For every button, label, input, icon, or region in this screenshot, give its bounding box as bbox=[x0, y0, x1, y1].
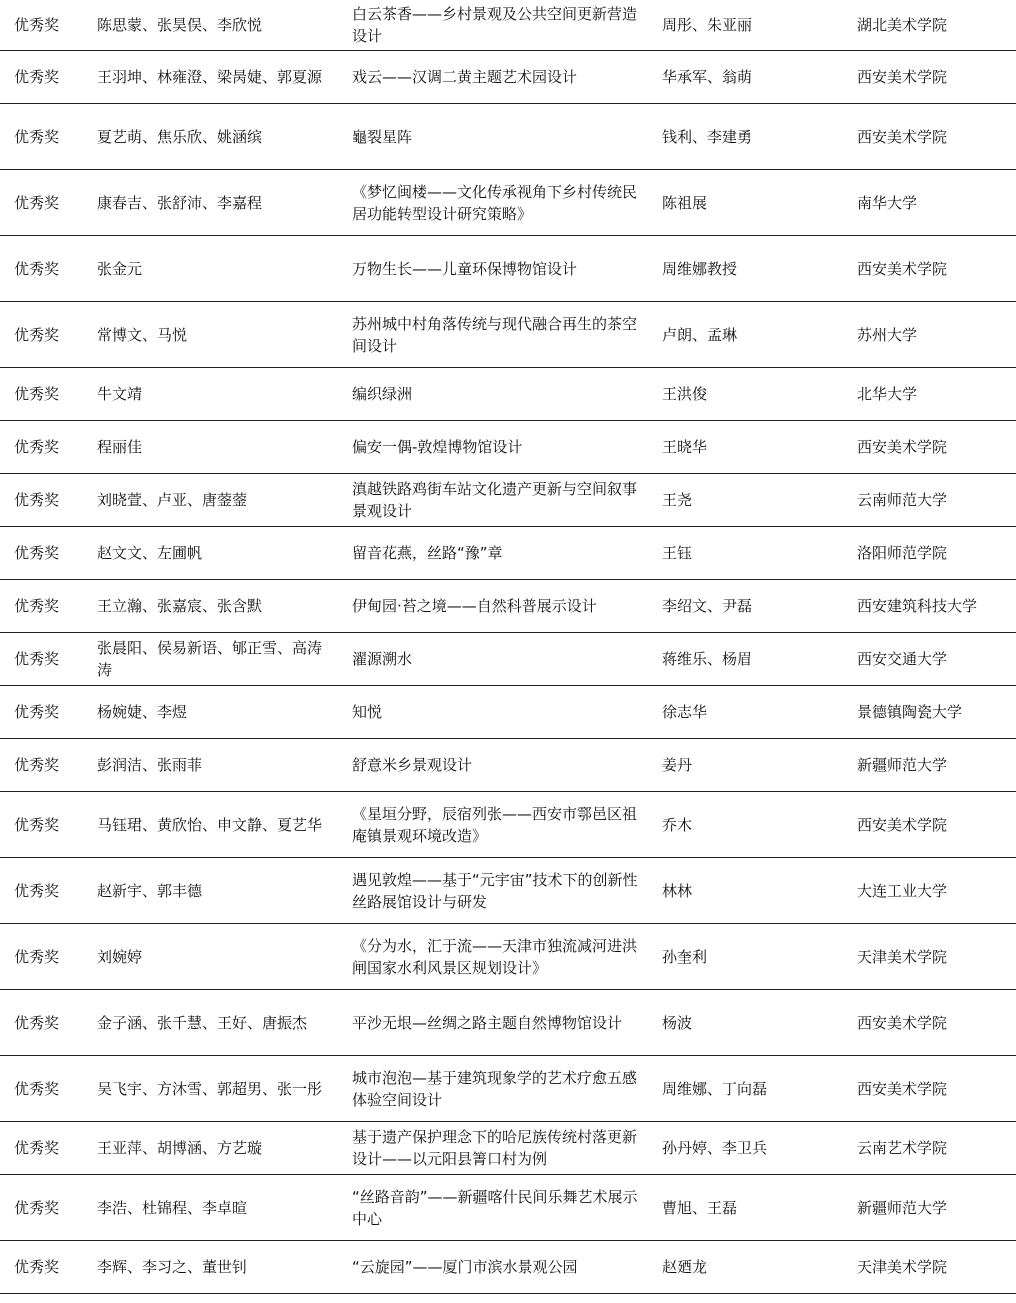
authors: 王亚萍、胡博涵、方艺璇 bbox=[97, 1139, 263, 1157]
award-level: 优秀奖 bbox=[14, 1079, 60, 1098]
school: 大连工业大学 bbox=[857, 881, 948, 900]
advisors: 孙奎利 bbox=[662, 947, 708, 966]
award-level: 优秀奖 bbox=[14, 438, 60, 456]
project-title: 滇越铁路鸡街车站文化遗产更新与空间叙事景观设计 bbox=[352, 480, 638, 520]
award-level: 优秀奖 bbox=[14, 491, 60, 509]
authors: 刘晓萱、卢亚、唐蓥蓥 bbox=[97, 491, 248, 509]
school: 天津美术学院 bbox=[857, 1258, 948, 1276]
project-title: 平沙无垠—丝绸之路主题自然博物馆设计 bbox=[352, 1013, 623, 1032]
school: 西安交通大学 bbox=[857, 650, 948, 668]
project-title: 基于遗产保护理念下的哈尼族传统村落更新设计——以元阳县箐口村为例 bbox=[352, 1128, 638, 1168]
project-title: 戏云——汉调二黄主题艺术园设计 bbox=[352, 68, 578, 86]
authors: 牛文靖 bbox=[97, 385, 143, 403]
table-row bbox=[0, 580, 1016, 633]
award-level: 优秀奖 bbox=[14, 597, 60, 615]
table-row bbox=[0, 739, 1016, 792]
award-level: 优秀奖 bbox=[14, 1258, 60, 1276]
project-title: 苏州城中村角落传统与现代融合再生的茶空间设计 bbox=[352, 314, 638, 355]
table-row bbox=[0, 858, 1016, 924]
school: 北华大学 bbox=[857, 385, 918, 403]
advisors: 孙丹婷、李卫兵 bbox=[662, 1139, 768, 1157]
school: 西安美术学院 bbox=[857, 127, 948, 146]
award-level: 优秀奖 bbox=[14, 259, 60, 278]
school: 西安美术学院 bbox=[857, 68, 948, 86]
award-level: 优秀奖 bbox=[14, 703, 60, 721]
authors: 康春吉、张舒沛、李嘉程 bbox=[97, 193, 263, 212]
school: 南华大学 bbox=[857, 193, 918, 212]
advisors: 徐志华 bbox=[662, 703, 708, 721]
advisors: 王晓华 bbox=[662, 438, 708, 456]
school: 西安美术学院 bbox=[857, 259, 948, 278]
advisors: 李绍文、尹磊 bbox=[662, 597, 753, 615]
authors: 彭润洁、张雨菲 bbox=[97, 756, 203, 774]
table-row bbox=[0, 990, 1016, 1056]
table-row bbox=[0, 104, 1016, 170]
authors: 金子涵、张千慧、王好、唐振杰 bbox=[97, 1013, 308, 1032]
table-row bbox=[0, 1241, 1016, 1294]
advisors: 乔木 bbox=[662, 815, 693, 834]
advisors: 周维娜教授 bbox=[662, 259, 738, 278]
award-level: 优秀奖 bbox=[14, 1013, 60, 1032]
table-row bbox=[0, 368, 1016, 421]
award-level: 优秀奖 bbox=[14, 1198, 60, 1217]
authors: 赵文文、左圃帆 bbox=[97, 544, 203, 562]
advisors: 王尧 bbox=[662, 491, 693, 509]
project-title: 伊甸园·苔之境——自然科普展示设计 bbox=[352, 597, 597, 615]
school: 湖北美术学院 bbox=[857, 16, 948, 34]
authors: 张金元 bbox=[97, 259, 143, 278]
project-title: “丝路音韵”——新疆喀什民间乐舞艺术展示中心 bbox=[352, 1187, 638, 1228]
table-row bbox=[0, 0, 1016, 51]
project-title: 龜裂星阵 bbox=[352, 127, 413, 146]
school: 新疆师范大学 bbox=[857, 756, 948, 774]
table-row bbox=[0, 421, 1016, 474]
project-title: 《分为水，汇于流——天津市独流减河进洪闸国家水利风景区规划设计》 bbox=[352, 936, 638, 977]
authors: 李浩、杜锦程、李卓暄 bbox=[97, 1198, 248, 1217]
advisors: 杨波 bbox=[662, 1013, 693, 1032]
project-title: 《星垣分野，辰宿列张——西安市鄠邑区祖庵镇景观环境改造》 bbox=[352, 804, 638, 845]
project-title: “云旋园”——厦门市滨水景观公园 bbox=[352, 1258, 578, 1276]
authors: 张晨阳、侯易新语、郇正雪、高涛涛 bbox=[97, 639, 323, 679]
project-title: 偏安一偶-敦煌博物馆设计 bbox=[352, 438, 523, 456]
school: 景德镇陶瓷大学 bbox=[857, 703, 963, 721]
school: 天津美术学院 bbox=[857, 947, 948, 966]
table-row bbox=[0, 924, 1016, 990]
advisors: 蒋维乐、杨眉 bbox=[662, 650, 753, 668]
school: 西安美术学院 bbox=[857, 1079, 948, 1098]
authors: 夏艺萌、焦乐欣、姚涵缤 bbox=[97, 127, 263, 146]
table-row bbox=[0, 236, 1016, 302]
award-level: 优秀奖 bbox=[14, 325, 60, 344]
project-title: 万物生长——儿童环保博物馆设计 bbox=[352, 259, 578, 278]
table-row bbox=[0, 51, 1016, 104]
authors: 程丽佳 bbox=[97, 438, 143, 456]
advisors: 王洪俊 bbox=[662, 385, 708, 403]
project-title: 留音花燕，丝路“豫”章 bbox=[352, 544, 503, 562]
project-title: 知悦 bbox=[352, 703, 383, 721]
table-row bbox=[0, 170, 1016, 236]
award-level: 优秀奖 bbox=[14, 815, 60, 834]
table-row bbox=[0, 1056, 1016, 1122]
project-title: 城市泡泡—基于建筑现象学的艺术疗愈五感体验空间设计 bbox=[352, 1068, 638, 1109]
award-level: 优秀奖 bbox=[14, 650, 60, 668]
authors: 吴飞宇、方沐雪、郭超男、张一彤 bbox=[97, 1079, 323, 1098]
table-row bbox=[0, 527, 1016, 580]
award-level: 优秀奖 bbox=[14, 544, 60, 562]
authors: 陈思蒙、张昊俣、李欣悦 bbox=[97, 16, 263, 34]
advisors: 卢朗、孟琳 bbox=[662, 325, 738, 344]
project-title: 遇见敦煌——基于“元宇宙”技术下的创新性丝路展馆设计与研发 bbox=[352, 870, 638, 911]
table-row bbox=[0, 686, 1016, 739]
school: 云南师范大学 bbox=[857, 491, 948, 509]
advisors: 赵廼龙 bbox=[662, 1258, 708, 1276]
table-row bbox=[0, 792, 1016, 858]
award-level: 优秀奖 bbox=[14, 193, 60, 212]
award-level: 优秀奖 bbox=[14, 16, 60, 34]
project-title: 濯源溯水 bbox=[352, 650, 413, 668]
school: 苏州大学 bbox=[857, 325, 918, 344]
authors: 李辉、李习之、董世钊 bbox=[97, 1258, 248, 1276]
advisors: 王钰 bbox=[662, 544, 693, 562]
award-level: 优秀奖 bbox=[14, 947, 60, 966]
advisors: 周维娜、丁向磊 bbox=[662, 1079, 768, 1098]
school: 西安美术学院 bbox=[857, 815, 948, 834]
authors: 杨婉婕、李煜 bbox=[97, 703, 188, 721]
table-row bbox=[0, 302, 1016, 368]
award-level: 优秀奖 bbox=[14, 756, 60, 774]
table-row bbox=[0, 1122, 1016, 1175]
project-title: 《梦忆闽楼——文化传承视角下乡村传统民居功能转型设计研究策略》 bbox=[352, 182, 638, 223]
school: 新疆师范大学 bbox=[857, 1198, 948, 1217]
advisors: 陈祖展 bbox=[662, 193, 708, 212]
school: 西安美术学院 bbox=[857, 1013, 948, 1032]
award-level: 优秀奖 bbox=[14, 881, 60, 900]
authors: 王立瀚、张嘉宸、张含默 bbox=[97, 597, 263, 615]
authors: 刘婉婷 bbox=[97, 947, 143, 966]
award-level: 优秀奖 bbox=[14, 68, 60, 86]
project-title: 舒意米乡景观设计 bbox=[352, 756, 473, 774]
table-row bbox=[0, 633, 1016, 686]
table-row bbox=[0, 1175, 1016, 1241]
advisors: 林林 bbox=[662, 881, 693, 900]
advisors: 周彤、朱亚丽 bbox=[662, 16, 753, 34]
authors: 马钰珺、黄欣怡、申文静、夏艺华 bbox=[97, 815, 323, 834]
school: 云南艺术学院 bbox=[857, 1139, 948, 1157]
school: 西安建筑科技大学 bbox=[857, 597, 978, 615]
advisors: 华承军、翁萌 bbox=[662, 68, 753, 86]
school: 西安美术学院 bbox=[857, 438, 948, 456]
school: 洛阳师范学院 bbox=[857, 544, 948, 562]
authors: 赵新宇、郭丰德 bbox=[97, 881, 203, 900]
advisors: 钱利、李建勇 bbox=[662, 127, 753, 146]
authors: 王羽坤、林雍澄、梁昺婕、郭夏源 bbox=[97, 68, 323, 86]
award-level: 优秀奖 bbox=[14, 127, 60, 146]
authors: 常博文、马悦 bbox=[97, 325, 188, 344]
project-title: 编织绿洲 bbox=[352, 385, 413, 403]
advisors: 曹旭、王磊 bbox=[662, 1198, 738, 1217]
award-level: 优秀奖 bbox=[14, 385, 60, 403]
advisors: 姜丹 bbox=[662, 756, 693, 774]
project-title: 白云茶香——乡村景观及公共空间更新营造设计 bbox=[352, 5, 638, 45]
table-row bbox=[0, 474, 1016, 527]
award-level: 优秀奖 bbox=[14, 1139, 60, 1157]
